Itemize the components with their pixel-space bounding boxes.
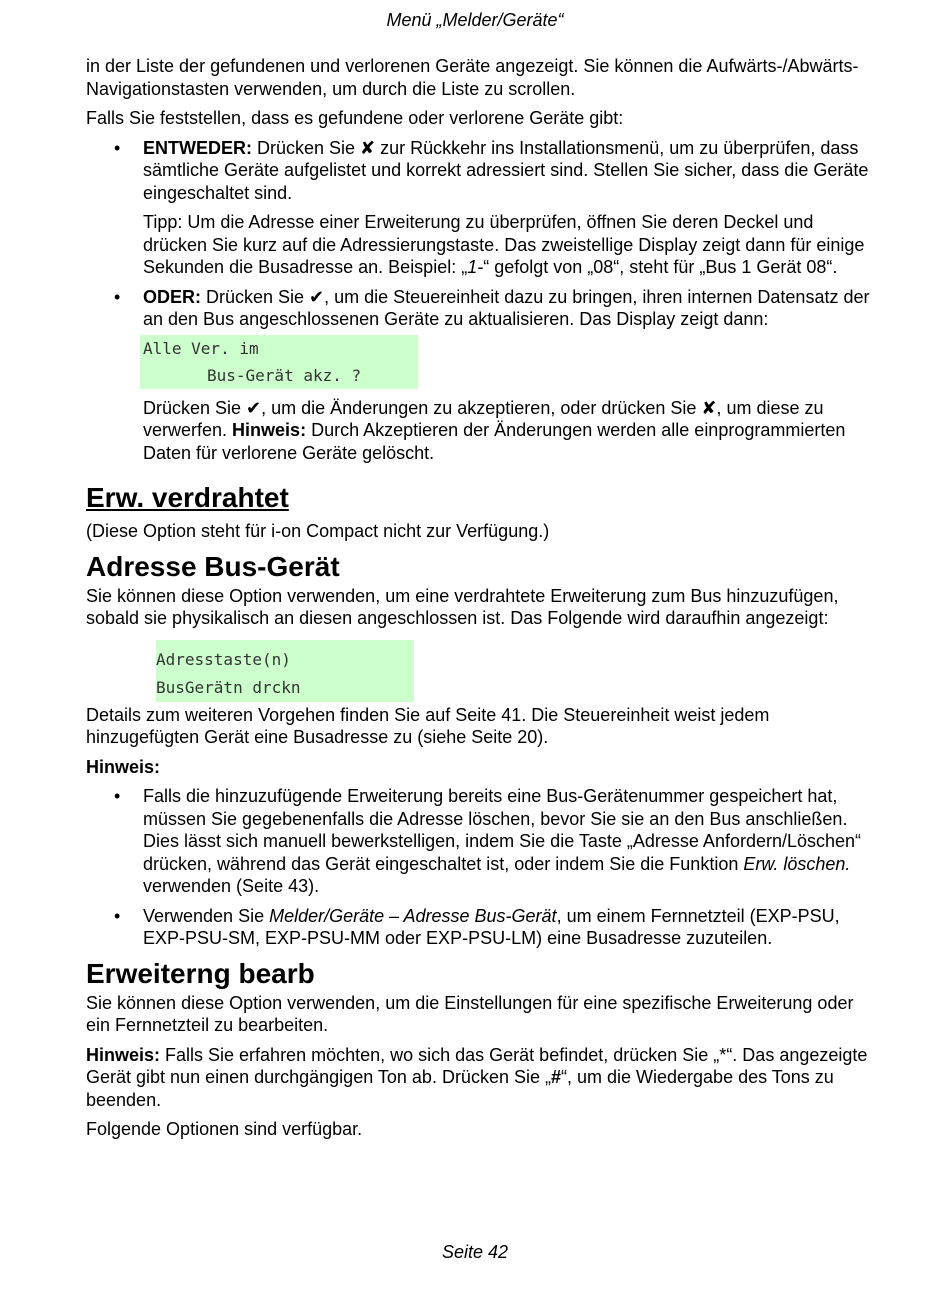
- lcd-display-address: [156, 640, 414, 702]
- either-label: ENTWEDER:: [143, 137, 252, 158]
- tip-paragraph: [143, 211, 876, 279]
- either-pre: Drücken Sie: [252, 137, 361, 158]
- addr-note-label: Hinweis:: [86, 756, 161, 777]
- bullet2-italic: Melder/Geräte – Adresse Bus-Gerät: [269, 905, 557, 926]
- list-item: [86, 785, 876, 898]
- note-label: Hinweis:: [232, 420, 307, 440]
- addr-paragraph: Sie können diese Option verwenden, um eine verdrahtete Erweiterung zum Bus hinzuzufügen, sobald sie physikalisch an diesen angeschlossen ist. Das Folgende wird daraufhin angezeigt:: [86, 585, 839, 628]
- lcd-line: Alle Ver. im: [143, 338, 259, 358]
- accept-text-d: Durch Akzeptieren der Änderungen werden alle einprogrammierten Daten für verlorene Geräte gelöscht.: [143, 420, 846, 463]
- or-post: , um die Steuereinheit dazu zu bringen, ihren internen Datensatz der an den Bus angeschlossenen Geräte zu aktualisieren. Das Display zeigt dann:: [143, 286, 870, 329]
- section-title-addr: Adresse Bus-Gerät: [86, 550, 340, 582]
- option-or: [86, 286, 876, 465]
- or-label: ODER:: [143, 286, 201, 307]
- list-item: [86, 905, 876, 950]
- bullet2-text-a: Verwenden Sie: [143, 905, 270, 926]
- accept-text-a: Drücken Sie: [143, 397, 247, 418]
- addr-details: Details zum weiteren Vorgehen finden Sie auf Seite 41. Die Steuereinheit weist jedem hinzugefügten Gerät eine Busadresse zu (siehe Seite 20).: [86, 704, 770, 747]
- accept-paragraph: [143, 397, 876, 465]
- accept-text-b: , um die Änderungen zu akzeptieren, oder drücken Sie: [261, 397, 702, 418]
- lcd-line: BusGerätn drckn: [156, 677, 301, 697]
- bullet2-text-b: , um einem Fernnetzteil (EXP-PSU, EXP-PSU-SM, EXP-PSU-MM oder EXP-PSU-LM) eine Busadresse zuzuteilen.: [143, 905, 840, 948]
- note-label: Hinweis:: [86, 1044, 161, 1065]
- cross-icon: ✘: [701, 397, 717, 418]
- options-list: [86, 137, 876, 465]
- edit-note-b: “. Das angezeigte Gerät gibt nun einen durchgängigen Ton ab. Drücken Sie „: [86, 1044, 868, 1087]
- option-either-text: [143, 137, 876, 205]
- edit-note-a: Falls Sie erfahren möchten, wo sich das Gerät befindet, drücken Sie „: [160, 1044, 720, 1065]
- edit-options-intro: Folgende Optionen sind verfügbar.: [86, 1119, 363, 1139]
- edit-note: [86, 1044, 876, 1112]
- page-header: Menü „Melder/Geräte“: [386, 10, 564, 30]
- bullet1-italic: Erw. löschen.: [743, 853, 851, 874]
- bullet1-text-a: Falls die hinzuzufügende Erweiterung bereits eine Bus-Gerätenummer gespeichert hat, müssen Sie gegebenenfalls die Adresse löschen, bevor Sie sie an den Bus anschließen. Dies lässt sich manuell bewerkstelligen, indem Sie die Taste „Adresse Anfordern/Löschen“ drücken, während das Gerät eingeschaltet ist, oder indem Sie die Funktion: [143, 786, 862, 874]
- option-or-text: [143, 286, 876, 331]
- lcd-line: Bus-Gerät akz. ?: [207, 365, 362, 385]
- lcd-line: Adresstaste(n): [156, 649, 291, 669]
- cross-icon: ✘: [360, 137, 376, 158]
- either-post: zur Rückkehr ins Installationsmenü, um zu überprüfen, dass sämtliche Geräte aufgelistet und korrekt adressiert sind. Stellen Sie sicher, dass die Geräte eingeschaltet sind.: [143, 137, 869, 203]
- section-title-erw: Erw. verdrahtet: [86, 482, 289, 513]
- tip-text-b: “ gefolgt von „08“, steht für „Bus 1 Gerät 08“.: [483, 257, 838, 277]
- tip-italic: 1-: [467, 257, 484, 277]
- intro-question: Falls Sie feststellen, dass es gefundene oder verlorene Geräte gibt:: [86, 108, 624, 128]
- or-pre: Drücken Sie: [201, 286, 310, 307]
- erw-paragraph: (Diese Option steht für i-on Compact nicht zur Verfügung.): [86, 521, 550, 541]
- page-content: [86, 55, 876, 1148]
- option-either: [86, 137, 876, 279]
- accept-text-c: , um diese zu verwerfen.: [143, 397, 824, 440]
- page-number: Seite 42: [441, 1242, 509, 1262]
- check-icon: ✔: [246, 397, 262, 418]
- intro-paragraph: in der Liste der gefundenen und verlorenen Geräte angezeigt. Sie können die Aufwärts-/Abwärts-Navigationstasten verwenden, um durch die Liste zu scrollen.: [86, 56, 859, 99]
- addr-notes-list: [86, 785, 876, 950]
- section-title-edit: Erweiterng bearb: [86, 957, 315, 989]
- edit-paragraph: Sie können diese Option verwenden, um die Einstellungen für eine spezifische Erweiterung oder ein Fernnetzteil zu bearbeiten.: [86, 992, 854, 1035]
- bullet1-text-b: verwenden (Seite 43).: [143, 876, 320, 896]
- edit-note-c: “, um die Wiedergabe des Tons zu beenden.: [86, 1067, 834, 1110]
- hash-key: #: [550, 1067, 561, 1087]
- star-key: *: [719, 1044, 727, 1065]
- lcd-display-accept: [140, 335, 418, 389]
- check-icon: ✔: [309, 286, 325, 307]
- tip-text-a: Tipp: Um die Adresse einer Erweiterung zu überprüfen, öffnen Sie deren Deckel und drücken Sie kurz auf die Adressierungstaste. Das zweistellige Display zeigt dann für einige Sekunden die Busadresse an. Beispiel: „: [143, 212, 865, 277]
